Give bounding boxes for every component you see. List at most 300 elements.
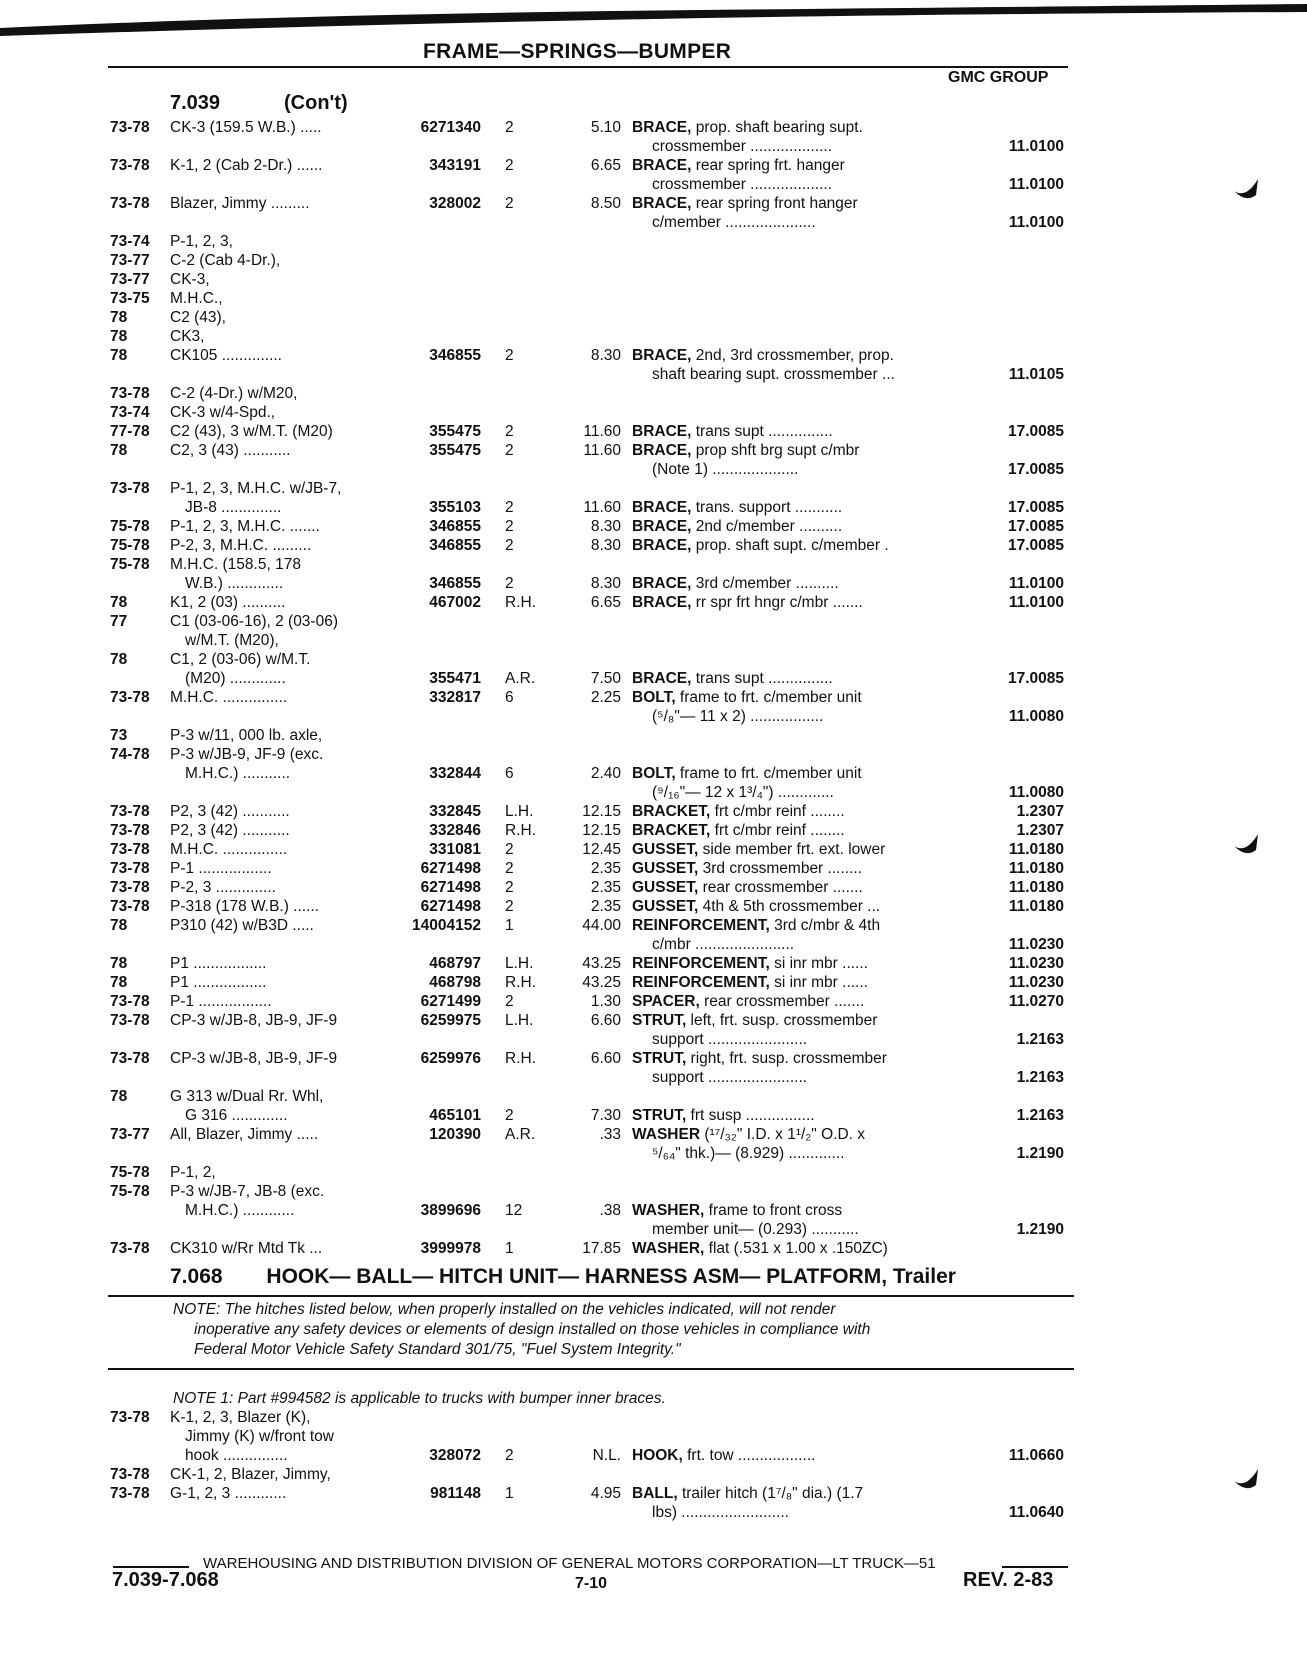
table-row: [0, 992, 1307, 1011]
application: M.H.C.) ............: [185, 1202, 295, 1219]
part-number: 331081: [429, 841, 481, 858]
part-number: 332846: [429, 822, 481, 839]
price: 8.30: [590, 575, 621, 592]
group-number: 11.0100: [1008, 575, 1064, 592]
application: P1 .................: [170, 974, 267, 991]
section2-title: HOOK— BALL— HITCH UNIT— HARNESS ASM— PLATFORM,: [266, 1265, 888, 1288]
application: CK310 w/Rr Mtd Tk ...: [170, 1240, 323, 1257]
model-years: 73-78: [110, 480, 150, 497]
application: C1 (03-06-16), 2 (03-06): [170, 613, 338, 630]
application: M.H.C.,: [170, 290, 223, 307]
model-years: 73-78: [110, 879, 150, 896]
section-continued: (Con't): [284, 92, 348, 114]
application: C-2 (4-Dr.) w/M20,: [170, 385, 298, 402]
table-row: [0, 1182, 1307, 1201]
model-years: 78: [110, 347, 128, 364]
group-number: 11.0100: [1008, 176, 1064, 193]
quantity: R.H.: [505, 594, 536, 611]
description-head: WASHER,: [632, 1202, 705, 1219]
part-number: 6271499: [420, 993, 481, 1010]
part-number: 355103: [429, 499, 481, 516]
table-row: [0, 1484, 1307, 1503]
model-years: 78: [110, 328, 128, 345]
group-number: 11.0100: [1008, 214, 1064, 231]
quantity: 6: [505, 689, 514, 706]
description: [632, 498, 842, 517]
model-years: 75-78: [110, 1164, 150, 1181]
model-years: 73-78: [110, 1240, 150, 1257]
binder-hole-mark: [1232, 830, 1260, 858]
quantity: 2: [505, 993, 514, 1010]
quantity: 2: [505, 518, 514, 535]
description-text: prop. shaft supt. c/member .: [691, 537, 889, 554]
quantity: L.H.: [505, 1012, 534, 1029]
application: P2, 3 (42) ...........: [170, 803, 290, 820]
description: [632, 859, 862, 878]
table-row: [0, 574, 1307, 593]
part-number: 355475: [429, 442, 481, 459]
description-head: BRACE,: [632, 518, 692, 535]
note-rule-bottom: [108, 1368, 1074, 1370]
description-head: BRACE,: [632, 670, 692, 687]
application: P-1, 2,: [170, 1164, 216, 1181]
description-text: right, frt. susp. crossmember: [686, 1050, 887, 1067]
price: 43.25: [582, 955, 621, 972]
price: 44.00: [582, 917, 621, 934]
model-years: 73-78: [110, 385, 150, 402]
quantity: 2: [505, 1447, 514, 1464]
table-row: [0, 859, 1307, 878]
description: [632, 1125, 865, 1144]
price: 8.30: [590, 537, 621, 554]
table-row: [0, 764, 1307, 783]
model-years: 73-74: [110, 404, 150, 421]
note-rule-top: [108, 1295, 1074, 1297]
table-row: [0, 973, 1307, 992]
application: JB-8 ..............: [185, 499, 282, 516]
quantity: 2: [505, 898, 514, 915]
quantity: R.H.: [505, 1050, 536, 1067]
model-years: 73-78: [110, 689, 150, 706]
table-row: [0, 1446, 1307, 1465]
description: [632, 593, 863, 612]
application: C2 (43),: [170, 309, 226, 326]
table-row: [0, 441, 1307, 460]
description-continued: shaft bearing supt. crossmember ...: [652, 366, 895, 383]
application: C-2 (Cab 4-Dr.),: [170, 252, 281, 269]
price: 11.60: [583, 442, 621, 459]
description: [632, 802, 845, 821]
description-continued: crossmember ...................: [652, 138, 833, 155]
group-number: 11.0180: [1008, 898, 1064, 915]
price: 2.25: [590, 689, 621, 706]
description: [632, 422, 833, 441]
description-head: BRACE,: [632, 442, 692, 459]
model-years: 78: [110, 955, 128, 972]
group-number: 11.0180: [1008, 879, 1064, 896]
model-years: 77-78: [110, 423, 150, 440]
price: 2.35: [590, 879, 621, 896]
application: CK3,: [170, 328, 205, 345]
footer-revision: REV. 2-83: [963, 1569, 1054, 1591]
table-row: [0, 1427, 1307, 1446]
table-row: [0, 631, 1307, 650]
part-number: 465101: [429, 1107, 481, 1124]
description-text: prop. shaft bearing supt.: [691, 119, 863, 136]
part-number: 346855: [429, 537, 481, 554]
application: P-1, 2, 3, M.H.C. .......: [170, 518, 320, 535]
description-head: REINFORCEMENT,: [632, 955, 770, 972]
model-years: 73-78: [110, 119, 150, 136]
part-number: 468797: [429, 955, 481, 972]
application: M.H.C. (158.5, 178: [170, 556, 301, 573]
part-number: 332845: [429, 803, 481, 820]
application: P-318 (178 W.B.) ......: [170, 898, 320, 915]
description-continued: crossmember ...................: [652, 176, 833, 193]
description-text: 3rd c/member ..........: [691, 575, 839, 592]
footer-rule-left: [113, 1566, 189, 1568]
model-years: 73: [110, 727, 128, 744]
quantity: 2: [505, 423, 514, 440]
description-continued: support .......................: [652, 1069, 808, 1086]
table-row: [0, 460, 1307, 479]
part-number: 3999978: [420, 1240, 481, 1257]
model-years: 73-77: [110, 271, 150, 288]
model-years: 73-78: [110, 195, 150, 212]
model-years: 78: [110, 917, 128, 934]
application: CK105 ..............: [170, 347, 282, 364]
description-head: BRACE,: [632, 499, 692, 516]
application: CK-3 w/4-Spd.,: [170, 404, 276, 421]
group-number: 11.0660: [1008, 1447, 1064, 1464]
description-head: HOOK,: [632, 1447, 683, 1464]
table-row: [0, 821, 1307, 840]
description-head: BRACE,: [632, 195, 692, 212]
table-row: [0, 650, 1307, 669]
application: All, Blazer, Jimmy .....: [170, 1126, 319, 1143]
application: hook ...............: [185, 1447, 288, 1464]
group-number: 11.0105: [1008, 366, 1064, 383]
note-line-3: Federal Motor Vehicle Safety Standard 301/75, "Fuel System Integrity.": [194, 1341, 681, 1358]
quantity: 2: [505, 879, 514, 896]
part-number: 6259975: [420, 1012, 481, 1029]
price: 8.50: [590, 195, 621, 212]
description-head: GUSSET,: [632, 898, 699, 915]
quantity: 2: [505, 860, 514, 877]
group-number: 1.2163: [1016, 1107, 1064, 1124]
header-rule: [108, 66, 1068, 68]
quantity: L.H.: [505, 803, 534, 820]
price: 6.60: [590, 1012, 621, 1029]
part-number: 332844: [429, 765, 481, 782]
group-number: 17.0085: [1007, 670, 1064, 687]
note-1: NOTE 1: Part #994582 is applicable to trucks with bumper inner braces.: [173, 1390, 666, 1407]
description-continued: (⁹/₁₆"— 12 x 1³/₄") .............: [652, 784, 834, 801]
part-number: 467002: [429, 594, 481, 611]
table-row: [0, 118, 1307, 137]
description-text: si inr mbr ......: [769, 974, 868, 991]
description-head: BRACE,: [632, 423, 692, 440]
footer-section-range: 7.039-7.068: [112, 1569, 219, 1591]
description: [632, 669, 833, 688]
model-years: 73-77: [110, 1126, 150, 1143]
price: 12.15: [582, 822, 621, 839]
description-text: frt c/mbr reinf ........: [710, 803, 845, 820]
table-row: [0, 707, 1307, 726]
group-number: 1.2163: [1016, 1031, 1064, 1048]
part-number: 346855: [429, 347, 481, 364]
model-years: 73-78: [110, 1466, 150, 1483]
table-row: [0, 745, 1307, 764]
part-number: 6271498: [420, 879, 481, 896]
footer-page-number: 7-10: [575, 1575, 608, 1592]
group-number: 1.2190: [1016, 1221, 1064, 1238]
application: P-1, 2, 3,: [170, 233, 233, 250]
description-text: 3rd crossmember ........: [698, 860, 862, 877]
quantity: 2: [505, 499, 514, 516]
description-head: BRACE,: [632, 157, 692, 174]
description-text: frt. tow ..................: [682, 1447, 816, 1464]
footer-rule-right: [1002, 1566, 1068, 1568]
table-row: [0, 878, 1307, 897]
group-number: 17.0085: [1007, 499, 1064, 516]
quantity: 2: [505, 347, 514, 364]
price: 43.25: [582, 974, 621, 991]
table-row: [0, 213, 1307, 232]
price: 6.65: [590, 594, 621, 611]
model-years: 74-78: [110, 746, 150, 763]
quantity: 6: [505, 765, 514, 782]
note-line-2: inoperative any safety devices or elements of design installed on those vehicles in compliance with: [194, 1321, 871, 1338]
description-text: frt c/mbr reinf ........: [710, 822, 845, 839]
model-years: 75-78: [110, 556, 150, 573]
table-row: [0, 1220, 1307, 1239]
description: [632, 1049, 887, 1068]
description-head: STRUT,: [632, 1050, 687, 1067]
description-head: BOLT,: [632, 689, 676, 706]
model-years: 75-78: [110, 518, 150, 535]
description-text: rear spring frt. hanger: [691, 157, 845, 174]
table-row: [0, 498, 1307, 517]
part-number: 6271498: [420, 898, 481, 915]
description: [632, 1484, 863, 1503]
model-years: 73-78: [110, 157, 150, 174]
description-text: side member frt. ext. lower: [698, 841, 886, 858]
table-row: [0, 137, 1307, 156]
application: P-1, 2, 3, M.H.C. w/JB-7,: [170, 480, 342, 497]
application: P-1 .................: [170, 993, 272, 1010]
model-years: 73-77: [110, 252, 150, 269]
table-row: [0, 403, 1307, 422]
model-years: 78: [110, 974, 128, 991]
table-row: [0, 1201, 1307, 1220]
description: [632, 517, 842, 536]
group-number: 17.0085: [1007, 518, 1064, 535]
part-number: 120390: [429, 1126, 481, 1143]
description-text: trans supt ...............: [691, 423, 833, 440]
description-head: BALL,: [632, 1485, 678, 1502]
table-row: [0, 1408, 1307, 1427]
price: 8.30: [590, 518, 621, 535]
table-row: [0, 1465, 1307, 1484]
table-row: [0, 726, 1307, 745]
table-row: [0, 1068, 1307, 1087]
application: M.H.C. ...............: [170, 841, 288, 858]
description-text: trans supt ...............: [691, 670, 833, 687]
model-years: 73-78: [110, 898, 150, 915]
price: 6.65: [590, 157, 621, 174]
application: M.H.C. ...............: [170, 689, 288, 706]
model-years: 75-78: [110, 1183, 150, 1200]
price: 8.30: [590, 347, 621, 364]
table-row: [0, 840, 1307, 859]
description-head: GUSSET,: [632, 860, 699, 877]
model-years: 73-78: [110, 1409, 150, 1426]
table-row: [0, 1011, 1307, 1030]
quantity: R.H.: [505, 822, 536, 839]
group-number: 11.0230: [1008, 974, 1064, 991]
part-number: 328072: [429, 1447, 481, 1464]
quantity: 2: [505, 841, 514, 858]
table-row: [0, 897, 1307, 916]
table-row: [0, 555, 1307, 574]
application: P310 (42) w/B3D .....: [170, 917, 314, 934]
description-head: SPACER,: [632, 993, 700, 1010]
description: [632, 821, 845, 840]
description-text: rear spring front hanger: [691, 195, 858, 212]
quantity: 2: [505, 537, 514, 554]
page-title: FRAME—SPRINGS—BUMPER: [423, 40, 732, 63]
description-text: frt susp ................: [686, 1107, 815, 1124]
description: [632, 1239, 888, 1258]
application: M.H.C.) ...........: [185, 765, 291, 782]
description: [632, 954, 868, 973]
description-text: flat (.531 x 1.00 x .150ZC): [704, 1240, 888, 1257]
description-head: BRACE,: [632, 119, 692, 136]
group-number: 1.2307: [1016, 803, 1064, 820]
description: [632, 916, 880, 935]
price: 5.10: [590, 119, 621, 136]
table-row: [0, 1144, 1307, 1163]
quantity: 1: [505, 1240, 514, 1257]
description: [632, 992, 864, 1011]
description-head: BRACE,: [632, 594, 692, 611]
application: K-1, 2, 3, Blazer (K),: [170, 1409, 311, 1426]
model-years: 73-78: [110, 1485, 150, 1502]
table-row: [0, 802, 1307, 821]
quantity: A.R.: [505, 670, 536, 687]
application: CK-3 (159.5 W.B.) .....: [170, 119, 322, 136]
table-row: [0, 1106, 1307, 1125]
application: (M20) .............: [185, 670, 286, 687]
note-line-1: NOTE: The hitches listed below, when properly installed on the vehicles indicated, will not render: [173, 1301, 836, 1318]
description-head: BRACE,: [632, 575, 692, 592]
table-row: [0, 384, 1307, 403]
description: [632, 346, 894, 365]
group-number: 17.0085: [1007, 461, 1064, 478]
description: [632, 194, 858, 213]
table-row: [0, 593, 1307, 612]
group-label: GMC GROUP: [948, 69, 1049, 86]
group-number: 17.0085: [1007, 537, 1064, 554]
application: w/M.T. (M20),: [185, 632, 279, 649]
application: CK-1, 2, Blazer, Jimmy,: [170, 1466, 331, 1483]
group-number: 1.2307: [1016, 822, 1064, 839]
description-continued: c/member .....................: [652, 214, 816, 231]
model-years: 73-78: [110, 1050, 150, 1067]
part-number: 6271498: [420, 860, 481, 877]
table-row: [0, 270, 1307, 289]
part-number: 343191: [429, 157, 481, 174]
description: [632, 973, 868, 992]
application: Blazer, Jimmy .........: [170, 195, 310, 212]
table-row: [0, 422, 1307, 441]
description-text: 2nd c/member ..........: [691, 518, 843, 535]
description: [632, 441, 859, 460]
description-text: (¹⁷/₃₂" I.D. x 1¹/₂" O.D. x: [700, 1126, 866, 1143]
application: K1, 2 (03) ..........: [170, 594, 286, 611]
application: C2, 3 (43) ...........: [170, 442, 291, 459]
description-head: WASHER: [632, 1126, 701, 1143]
table-row: [0, 1087, 1307, 1106]
part-number: 346855: [429, 575, 481, 592]
table-row: [0, 289, 1307, 308]
section2-number: 7.068: [170, 1265, 223, 1288]
part-number: 355471: [429, 670, 481, 687]
description-text: rr spr frt hngr c/mbr .......: [691, 594, 863, 611]
section-number: 7.039: [170, 92, 221, 114]
application: P-2, 3, M.H.C. .........: [170, 537, 312, 554]
quantity: R.H.: [505, 974, 536, 991]
description: [632, 1446, 815, 1465]
description-head: STRUT,: [632, 1012, 687, 1029]
description-continued: (Note 1) ....................: [652, 461, 799, 478]
section2-heading: [170, 1265, 956, 1289]
model-years: 73-78: [110, 1012, 150, 1029]
model-years: 73-78: [110, 860, 150, 877]
table-row: [0, 536, 1307, 555]
group-number: 11.0100: [1008, 594, 1064, 611]
description-head: BRACE,: [632, 347, 692, 364]
table-row: [0, 1030, 1307, 1049]
application: CP-3 w/JB-8, JB-9, JF-9: [170, 1050, 338, 1067]
table-row: [0, 308, 1307, 327]
table-row: [0, 175, 1307, 194]
quantity: 2: [505, 157, 514, 174]
description: [632, 764, 862, 783]
part-number: 6271340: [420, 119, 481, 136]
quantity: 1: [505, 917, 514, 934]
description: [632, 688, 862, 707]
description-head: GUSSET,: [632, 841, 699, 858]
table-row: [0, 232, 1307, 251]
table-row: [0, 669, 1307, 688]
table-row: [0, 479, 1307, 498]
part-number: 346855: [429, 518, 481, 535]
quantity: 1: [505, 1485, 514, 1502]
application: P2, 3 (42) ...........: [170, 822, 290, 839]
table-row: [0, 612, 1307, 631]
application: P-3 w/JB-7, JB-8 (exc.: [170, 1183, 325, 1200]
binder-hole-mark: [1232, 175, 1260, 203]
table-row: [0, 1163, 1307, 1182]
description-head: STRUT,: [632, 1107, 687, 1124]
model-years: 78: [110, 309, 128, 326]
description: [632, 536, 889, 555]
table-row: [0, 327, 1307, 346]
table-row: [0, 688, 1307, 707]
description-text: prop shft brg supt c/mbr: [691, 442, 860, 459]
